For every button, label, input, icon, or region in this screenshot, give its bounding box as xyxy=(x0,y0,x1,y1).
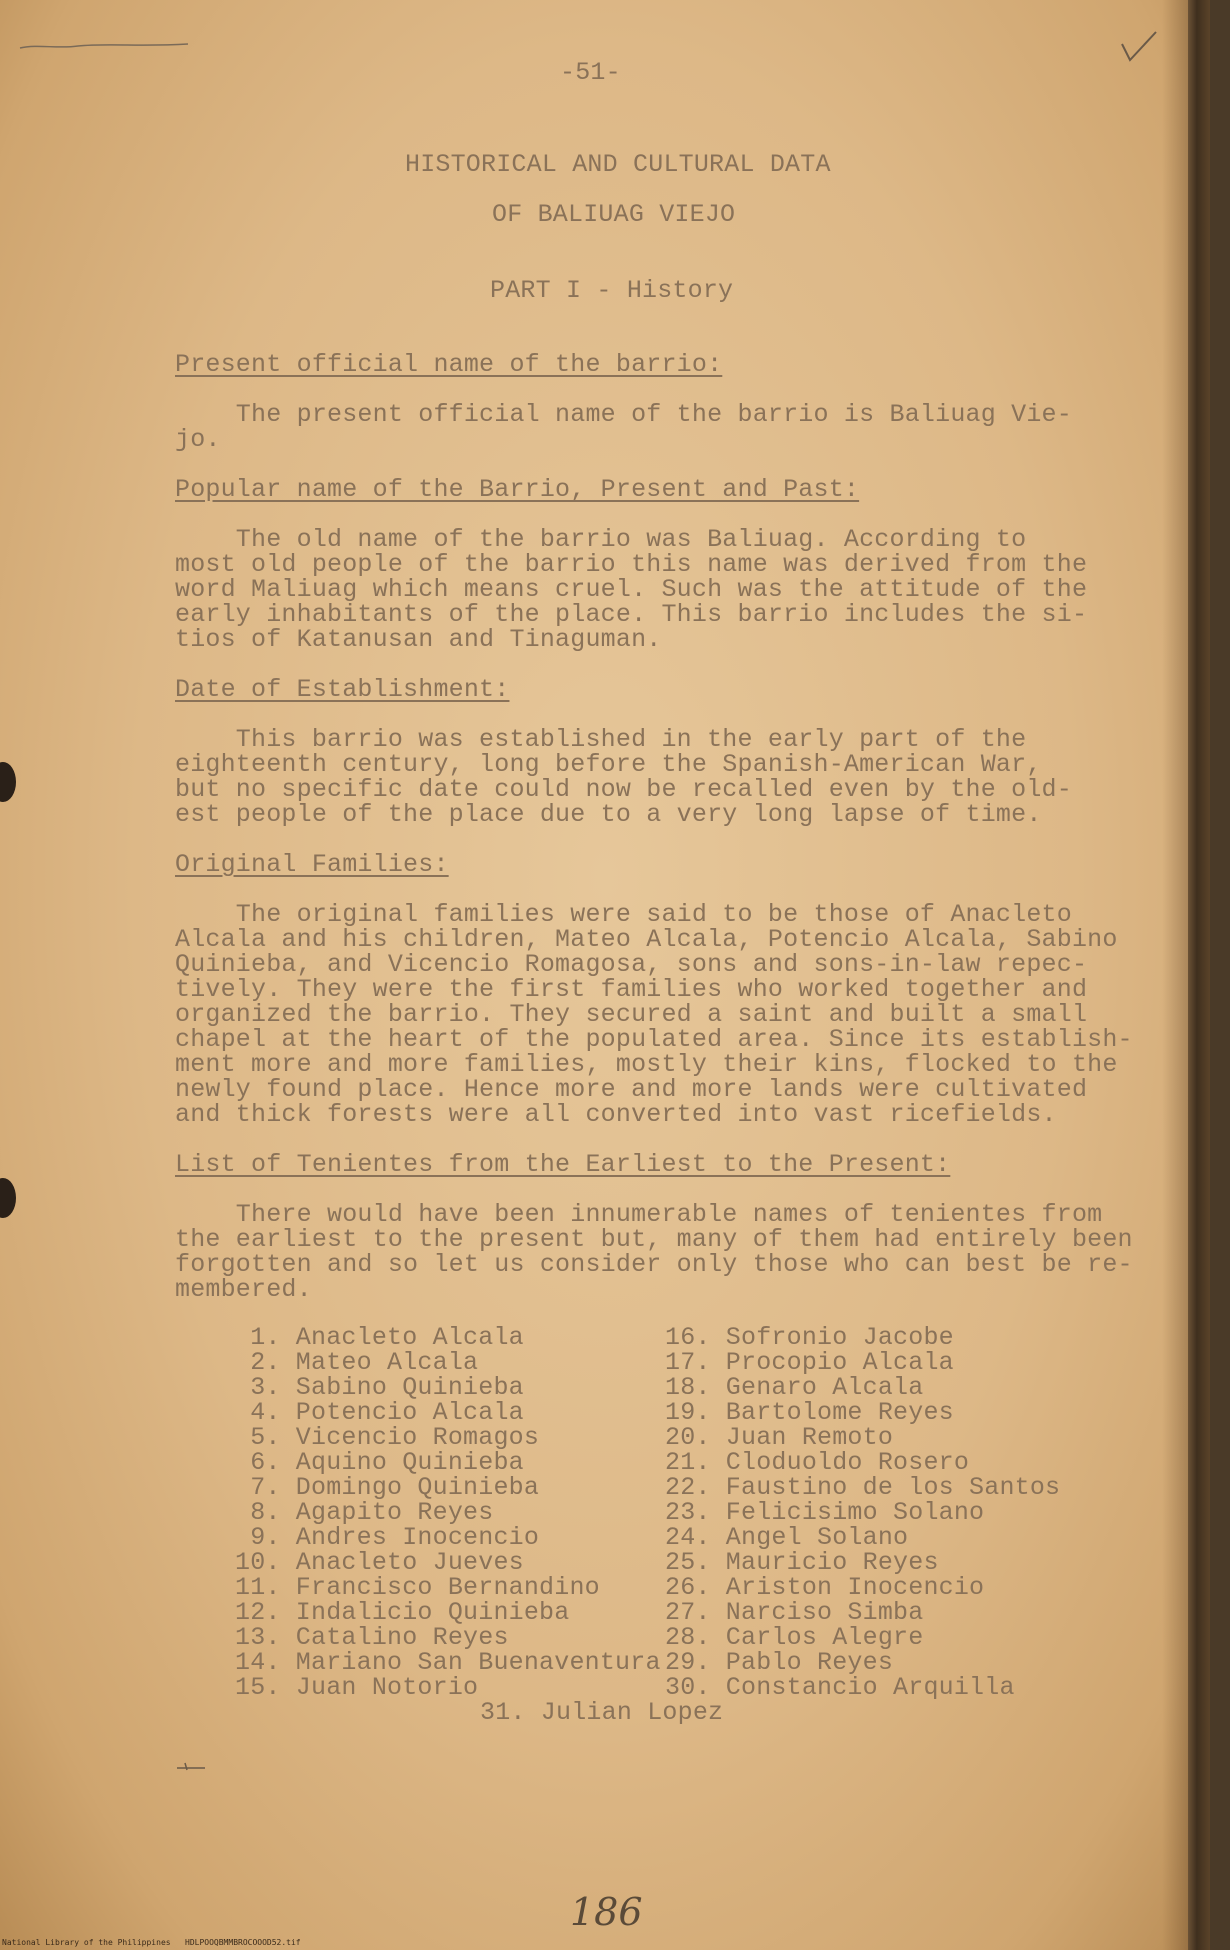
paragraph-line: The old name of the barrio was Baliuag. According to xyxy=(175,525,1027,554)
list-item: 27. Narciso Simba xyxy=(665,1598,924,1627)
list-item: 20. Juan Remoto xyxy=(665,1423,894,1452)
part-heading: PART I - History xyxy=(490,276,734,305)
paragraph-line: membered. xyxy=(175,1275,312,1304)
list-item: 1. Anacleto Alcala xyxy=(235,1323,524,1352)
pencil-mark xyxy=(175,1760,211,1774)
page-edge-shadow xyxy=(1162,0,1188,1950)
page-number: -51- xyxy=(560,58,621,87)
list-item: 17. Procopio Alcala xyxy=(665,1348,954,1377)
check-mark-icon xyxy=(1120,30,1160,66)
list-item: 5. Vicencio Romagos xyxy=(235,1423,540,1452)
section-heading-tenientes: List of Tenientes from the Earliest to the Present: xyxy=(175,1150,951,1179)
paragraph-line: most old people of the barrio this name was derived from the xyxy=(175,550,1088,579)
paragraph-line: tios of Katanusan and Tinaguman. xyxy=(175,625,662,654)
paragraph-line: ment more and more families, mostly their kins, flocked to the xyxy=(175,1050,1118,1079)
list-item: 21. Cloduoldo Rosero xyxy=(665,1448,970,1477)
section-heading-official-name: Present official name of the barrio: xyxy=(175,350,723,379)
paragraph-line: newly found place. Hence more and more lands were cultivated xyxy=(175,1075,1088,1104)
list-item: 10. Anacleto Jueves xyxy=(235,1548,524,1577)
list-item: 22. Faustino de los Santos xyxy=(665,1473,1061,1502)
paragraph-line: This barrio was established in the early part of the xyxy=(175,725,1027,754)
paragraph-line: tively. They were the first families who worked together and xyxy=(175,975,1088,1004)
list-item: 26. Ariston Inocencio xyxy=(665,1573,985,1602)
list-item: 24. Angel Solano xyxy=(665,1523,909,1552)
list-item: 2. Mateo Alcala xyxy=(235,1348,479,1377)
list-item: 4. Potencio Alcala xyxy=(235,1398,524,1427)
list-item: 8. Agapito Reyes xyxy=(235,1498,494,1527)
section-heading-families: Original Families: xyxy=(175,850,449,879)
list-item: 19. Bartolome Reyes xyxy=(665,1398,954,1427)
binding-strip xyxy=(1188,0,1210,1950)
paragraph-line: There would have been innumerable names of tenientes from xyxy=(175,1200,1103,1229)
punch-hole xyxy=(0,1178,16,1218)
pencil-scribble xyxy=(18,40,208,54)
list-item: 16. Sofronio Jacobe xyxy=(665,1323,954,1352)
paragraph-line: The original families were said to be those of Anacleto xyxy=(175,900,1072,929)
list-item: 28. Carlos Alegre xyxy=(665,1623,924,1652)
section-heading-establishment: Date of Establishment: xyxy=(175,675,510,704)
list-item-final: 31. Julian Lopez xyxy=(480,1698,724,1727)
paragraph-line: organized the barrio. They secured a saint and built a small xyxy=(175,1000,1088,1029)
doc-title-line1: HISTORICAL AND CULTURAL DATA xyxy=(405,150,831,179)
list-item: 11. Francisco Bernandino xyxy=(235,1573,600,1602)
paragraph-line: Alcala and his children, Mateo Alcala, Potencio Alcala, Sabino xyxy=(175,925,1118,954)
list-item: 23. Felicisimo Solano xyxy=(665,1498,985,1527)
paragraph-line: but no specific date could now be recalled even by the old- xyxy=(175,775,1072,804)
list-item: 25. Mauricio Reyes xyxy=(665,1548,939,1577)
list-item: 6. Aquino Quinieba xyxy=(235,1448,524,1477)
paragraph-line: the earliest to the present but, many of them had entirely been xyxy=(175,1225,1133,1254)
list-item: 30. Constancio Arquilla xyxy=(665,1673,1015,1702)
archive-footer: National Library of the Philippines HDLPOOQBMMBROCOOOD52.tif xyxy=(2,1938,301,1947)
paragraph-line: est people of the place due to a very long lapse of time. xyxy=(175,800,1042,829)
paragraph-line: early inhabitants of the place. This barrio includes the si- xyxy=(175,600,1088,629)
paragraph-line: chapel at the heart of the populated area. Since its establish- xyxy=(175,1025,1133,1054)
list-item: 14. Mariano San Buenaventura xyxy=(235,1648,661,1677)
list-item: 13. Catalino Reyes xyxy=(235,1623,509,1652)
list-item: 3. Sabino Quinieba xyxy=(235,1373,524,1402)
list-item: 29. Pablo Reyes xyxy=(665,1648,894,1677)
punch-hole xyxy=(0,762,16,802)
doc-title-line2: OF BALIUAG VIEJO xyxy=(492,200,736,229)
list-item: 12. Indalicio Quinieba xyxy=(235,1598,570,1627)
handwritten-page-number: 186 xyxy=(570,1890,643,1934)
paragraph-line: The present official name of the barrio is Baliuag Vie- xyxy=(175,400,1072,429)
paragraph-line: word Maliuag which means cruel. Such was the attitude of the xyxy=(175,575,1088,604)
list-item: 7. Domingo Quinieba xyxy=(235,1473,540,1502)
paragraph-line: Quinieba, and Vicencio Romagosa, sons and sons-in-law repec- xyxy=(175,950,1088,979)
paragraph-line: jo. xyxy=(175,425,221,454)
list-item: 9. Andres Inocencio xyxy=(235,1523,540,1552)
paragraph-line: and thick forests were all converted into vast ricefields. xyxy=(175,1100,1057,1129)
list-item: 18. Genaro Alcala xyxy=(665,1373,924,1402)
section-heading-popular-name: Popular name of the Barrio, Present and Past: xyxy=(175,475,860,504)
paragraph-line: forgotten and so let us consider only those who can best be re- xyxy=(175,1250,1133,1279)
paragraph-line: eighteenth century, long before the Spanish-American War, xyxy=(175,750,1042,779)
list-item: 15. Juan Notorio xyxy=(235,1673,479,1702)
